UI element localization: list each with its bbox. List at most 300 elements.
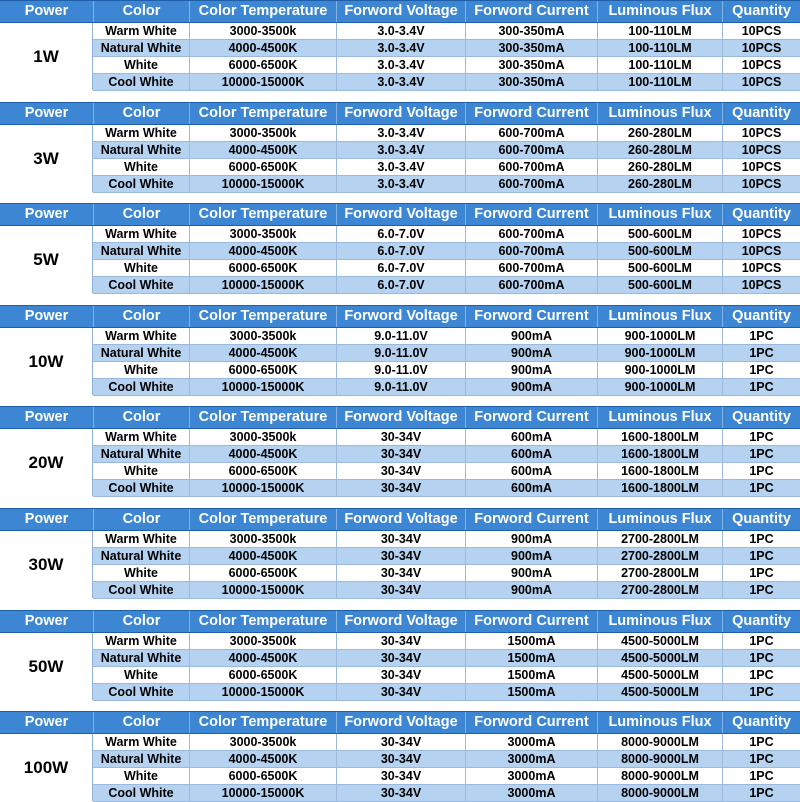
cell-quantity: 1PC: [722, 345, 800, 361]
header-row: [0, 305, 800, 328]
table-row: [93, 548, 800, 565]
header-color-temperature: Color Temperature: [189, 712, 336, 733]
header-color: Color: [93, 204, 189, 225]
cell-forward-current: 900mA: [465, 345, 597, 361]
cell-luminous-flux: 100-110LM: [597, 40, 722, 56]
cell-color-temperature: 6000-6500K: [189, 565, 336, 581]
header-forward-voltage: Forword Voltage: [336, 306, 465, 327]
cell-luminous-flux: 900-1000LM: [597, 328, 722, 344]
cell-color: Natural White: [100, 752, 182, 766]
cell-forward-voltage: 30-34V: [336, 548, 465, 564]
cell-color: Natural White: [100, 244, 182, 258]
cell-quantity: 1PC: [722, 785, 800, 801]
cell-forward-voltage: 30-34V: [336, 582, 465, 598]
cell-forward-current: 600mA: [465, 480, 597, 496]
cell-forward-current: 1500mA: [465, 667, 597, 683]
header-luminous-flux: Luminous Flux: [597, 712, 722, 733]
cell-forward-current: 600mA: [465, 463, 597, 479]
cell-color: Warm White: [105, 24, 177, 38]
cell-quantity: 1PC: [722, 751, 800, 767]
cell-color: Cool White: [108, 481, 174, 495]
header-color-temperature: Color Temperature: [189, 611, 336, 632]
cell-color: Warm White: [105, 329, 177, 343]
header-luminous-flux: Luminous Flux: [597, 103, 722, 124]
cell-forward-current: 3000mA: [465, 785, 597, 801]
table-row: [93, 159, 800, 176]
cell-color: Cool White: [108, 278, 174, 292]
header-luminous-flux: Luminous Flux: [597, 204, 722, 225]
spec-section: [0, 305, 800, 396]
cell-forward-current: 3000mA: [465, 734, 597, 750]
header-forward-current: Forword Current: [465, 712, 597, 733]
cell-forward-voltage: 6.0-7.0V: [336, 243, 465, 259]
header-luminous-flux: Luminous Flux: [597, 306, 722, 327]
cell-forward-voltage: 3.0-3.4V: [336, 40, 465, 56]
cell-color: White: [123, 363, 159, 377]
cell-forward-current: 900mA: [465, 328, 597, 344]
cell-forward-voltage: 3.0-3.4V: [336, 57, 465, 73]
cell-color-temperature: 6000-6500K: [189, 362, 336, 378]
cell-color-temperature: 3000-3500k: [189, 226, 336, 242]
header-luminous-flux: Luminous Flux: [597, 611, 722, 632]
spec-section: [0, 102, 800, 193]
cell-color-temperature: 3000-3500k: [189, 328, 336, 344]
cell-color: Natural White: [100, 651, 182, 665]
header-forward-current: Forword Current: [465, 204, 597, 225]
cell-forward-voltage: 3.0-3.4V: [336, 142, 465, 158]
cell-color: White: [123, 160, 159, 174]
cell-forward-voltage: 9.0-11.0V: [336, 379, 465, 395]
power-label: 10W: [0, 328, 93, 395]
header-forward-voltage: Forword Voltage: [336, 204, 465, 225]
cell-quantity: 10PCS: [722, 243, 800, 259]
cell-luminous-flux: 260-280LM: [597, 159, 722, 175]
cell-forward-current: 900mA: [465, 362, 597, 378]
cell-color: White: [123, 58, 159, 72]
cell-color-temperature: 4000-4500K: [189, 650, 336, 666]
cell-luminous-flux: 1600-1800LM: [597, 429, 722, 445]
cell-color-temperature: 4000-4500K: [189, 142, 336, 158]
cell-quantity: 10PCS: [722, 226, 800, 242]
cell-color-temperature: 3000-3500k: [189, 125, 336, 141]
cell-color: White: [123, 464, 159, 478]
cell-color-temperature: 10000-15000K: [189, 379, 336, 395]
power-label: 50W: [0, 633, 93, 700]
cell-forward-voltage: 6.0-7.0V: [336, 260, 465, 276]
cell-color: Warm White: [105, 227, 177, 241]
cell-color-temperature: 4000-4500K: [189, 243, 336, 259]
cell-forward-current: 3000mA: [465, 768, 597, 784]
spec-section: [0, 508, 800, 599]
table-row: [93, 142, 800, 159]
cell-luminous-flux: 100-110LM: [597, 23, 722, 39]
header-color: Color: [93, 1, 189, 22]
cell-color-temperature: 6000-6500K: [189, 768, 336, 784]
cell-luminous-flux: 500-600LM: [597, 260, 722, 276]
header-row: [0, 0, 800, 23]
cell-forward-voltage: 3.0-3.4V: [336, 125, 465, 141]
cell-color-temperature: 4000-4500K: [189, 548, 336, 564]
power-label: 5W: [0, 226, 93, 293]
cell-luminous-flux: 500-600LM: [597, 226, 722, 242]
header-quantity: Quantity: [722, 103, 800, 124]
power-label: 1W: [0, 23, 93, 90]
cell-forward-current: 900mA: [465, 582, 597, 598]
power-label: 20W: [0, 429, 93, 496]
cell-color-temperature: 10000-15000K: [189, 582, 336, 598]
header-row: [0, 102, 800, 125]
cell-forward-voltage: 30-34V: [336, 480, 465, 496]
table-row: [93, 582, 800, 599]
header-forward-current: Forword Current: [465, 407, 597, 428]
cell-forward-voltage: 30-34V: [336, 650, 465, 666]
table-row: [93, 40, 800, 57]
cell-quantity: 1PC: [722, 531, 800, 547]
cell-color-temperature: 3000-3500k: [189, 633, 336, 649]
cell-forward-current: 300-350mA: [465, 23, 597, 39]
cell-quantity: 10PCS: [722, 260, 800, 276]
cell-color: Warm White: [105, 735, 177, 749]
header-forward-current: Forword Current: [465, 1, 597, 22]
cell-color-temperature: 10000-15000K: [189, 277, 336, 293]
cell-quantity: 10PCS: [722, 159, 800, 175]
header-quantity: Quantity: [722, 407, 800, 428]
header-power: Power: [24, 714, 69, 730]
cell-quantity: 1PC: [722, 565, 800, 581]
header-color: Color: [93, 306, 189, 327]
cell-color-temperature: 6000-6500K: [189, 159, 336, 175]
cell-forward-voltage: 30-34V: [336, 684, 465, 700]
header-forward-voltage: Forword Voltage: [336, 407, 465, 428]
cell-luminous-flux: 500-600LM: [597, 243, 722, 259]
cell-forward-current: 600-700mA: [465, 142, 597, 158]
cell-forward-current: 900mA: [465, 531, 597, 547]
cell-quantity: 10PCS: [722, 142, 800, 158]
cell-forward-current: 300-350mA: [465, 57, 597, 73]
cell-luminous-flux: 1600-1800LM: [597, 446, 722, 462]
header-row: [0, 203, 800, 226]
header-quantity: Quantity: [722, 204, 800, 225]
table-row: [93, 633, 800, 650]
header-row: [0, 508, 800, 531]
header-color-temperature: Color Temperature: [189, 407, 336, 428]
cell-forward-voltage: 6.0-7.0V: [336, 277, 465, 293]
header-luminous-flux: Luminous Flux: [597, 407, 722, 428]
cell-quantity: 1PC: [722, 362, 800, 378]
cell-luminous-flux: 1600-1800LM: [597, 480, 722, 496]
table-row: [93, 243, 800, 260]
header-quantity: Quantity: [722, 1, 800, 22]
spec-section: [0, 203, 800, 294]
cell-color: Cool White: [108, 786, 174, 800]
cell-luminous-flux: 500-600LM: [597, 277, 722, 293]
cell-quantity: 1PC: [722, 328, 800, 344]
cell-quantity: 1PC: [722, 684, 800, 700]
cell-color: Warm White: [105, 532, 177, 546]
cell-quantity: 1PC: [722, 548, 800, 564]
header-color-temperature: Color Temperature: [189, 204, 336, 225]
cell-luminous-flux: 260-280LM: [597, 142, 722, 158]
cell-quantity: 1PC: [722, 463, 800, 479]
cell-forward-current: 600mA: [465, 429, 597, 445]
spec-section: [0, 711, 800, 802]
cell-luminous-flux: 4500-5000LM: [597, 667, 722, 683]
cell-color: White: [123, 668, 159, 682]
cell-quantity: 10PCS: [722, 74, 800, 90]
table-row: [93, 667, 800, 684]
cell-color: Natural White: [100, 447, 182, 461]
cell-quantity: 1PC: [722, 734, 800, 750]
header-color-temperature: Color Temperature: [189, 103, 336, 124]
cell-luminous-flux: 8000-9000LM: [597, 785, 722, 801]
cell-forward-voltage: 30-34V: [336, 751, 465, 767]
cell-forward-current: 600-700mA: [465, 226, 597, 242]
cell-forward-current: 600-700mA: [465, 260, 597, 276]
cell-forward-current: 1500mA: [465, 650, 597, 666]
cell-forward-current: 600-700mA: [465, 176, 597, 192]
cell-quantity: 10PCS: [722, 277, 800, 293]
table-row: [93, 277, 800, 294]
header-forward-voltage: Forword Voltage: [336, 1, 465, 22]
cell-color: Warm White: [105, 430, 177, 444]
cell-color-temperature: 6000-6500K: [189, 667, 336, 683]
cell-forward-current: 300-350mA: [465, 40, 597, 56]
cell-color-temperature: 4000-4500K: [189, 40, 336, 56]
cell-forward-current: 900mA: [465, 565, 597, 581]
cell-forward-voltage: 3.0-3.4V: [336, 176, 465, 192]
table-row: [93, 751, 800, 768]
cell-color-temperature: 6000-6500K: [189, 463, 336, 479]
cell-forward-voltage: 9.0-11.0V: [336, 328, 465, 344]
cell-forward-voltage: 9.0-11.0V: [336, 345, 465, 361]
cell-color-temperature: 10000-15000K: [189, 74, 336, 90]
cell-luminous-flux: 260-280LM: [597, 125, 722, 141]
cell-quantity: 1PC: [722, 582, 800, 598]
cell-color: Cool White: [108, 685, 174, 699]
table-row: [93, 446, 800, 463]
header-power: Power: [24, 3, 69, 19]
header-forward-voltage: Forword Voltage: [336, 509, 465, 530]
header-row: [0, 711, 800, 734]
cell-color: White: [123, 261, 159, 275]
cell-forward-voltage: 30-34V: [336, 667, 465, 683]
table-row: [93, 260, 800, 277]
header-luminous-flux: Luminous Flux: [597, 1, 722, 22]
cell-forward-current: 1500mA: [465, 684, 597, 700]
header-row: [0, 406, 800, 429]
cell-forward-current: 600-700mA: [465, 277, 597, 293]
cell-forward-voltage: 30-34V: [336, 734, 465, 750]
cell-luminous-flux: 4500-5000LM: [597, 650, 722, 666]
cell-luminous-flux: 100-110LM: [597, 57, 722, 73]
header-forward-current: Forword Current: [465, 103, 597, 124]
header-color: Color: [93, 509, 189, 530]
table-row: [93, 785, 800, 802]
cell-forward-voltage: 30-34V: [336, 785, 465, 801]
header-color: Color: [93, 407, 189, 428]
header-power: Power: [24, 105, 69, 121]
header-forward-voltage: Forword Voltage: [336, 103, 465, 124]
cell-forward-voltage: 3.0-3.4V: [336, 74, 465, 90]
cell-luminous-flux: 900-1000LM: [597, 379, 722, 395]
cell-forward-voltage: 9.0-11.0V: [336, 362, 465, 378]
header-power: Power: [24, 511, 69, 527]
table-row: [93, 650, 800, 667]
cell-color-temperature: 10000-15000K: [189, 176, 336, 192]
table-row: [93, 23, 800, 40]
header-forward-current: Forword Current: [465, 611, 597, 632]
table-row: [93, 125, 800, 142]
cell-quantity: 1PC: [722, 667, 800, 683]
spec-section: [0, 0, 800, 91]
cell-color: Natural White: [100, 549, 182, 563]
cell-color-temperature: 10000-15000K: [189, 684, 336, 700]
cell-color-temperature: 10000-15000K: [189, 480, 336, 496]
cell-color-temperature: 4000-4500K: [189, 345, 336, 361]
cell-color: Natural White: [100, 143, 182, 157]
cell-quantity: 1PC: [722, 379, 800, 395]
cell-color-temperature: 4000-4500K: [189, 446, 336, 462]
header-quantity: Quantity: [722, 306, 800, 327]
power-label: 3W: [0, 125, 93, 192]
cell-quantity: 1PC: [722, 480, 800, 496]
cell-forward-current: 600-700mA: [465, 243, 597, 259]
cell-color: Natural White: [100, 346, 182, 360]
table-row: [93, 345, 800, 362]
cell-color: White: [123, 769, 159, 783]
cell-color-temperature: 6000-6500K: [189, 57, 336, 73]
table-row: [93, 57, 800, 74]
header-row: [0, 610, 800, 633]
table-row: [93, 480, 800, 497]
cell-color: Cool White: [108, 380, 174, 394]
header-power: Power: [24, 308, 69, 324]
cell-color-temperature: 10000-15000K: [189, 785, 336, 801]
table-row: [93, 463, 800, 480]
cell-forward-current: 900mA: [465, 548, 597, 564]
table-row: [93, 429, 800, 446]
cell-luminous-flux: 8000-9000LM: [597, 768, 722, 784]
table-row: [93, 226, 800, 243]
cell-luminous-flux: 2700-2800LM: [597, 531, 722, 547]
cell-luminous-flux: 100-110LM: [597, 74, 722, 90]
cell-forward-current: 600mA: [465, 446, 597, 462]
table-row: [93, 734, 800, 751]
cell-color: Cool White: [108, 75, 174, 89]
table-row: [93, 362, 800, 379]
cell-luminous-flux: 2700-2800LM: [597, 548, 722, 564]
cell-color-temperature: 3000-3500k: [189, 429, 336, 445]
header-forward-current: Forword Current: [465, 306, 597, 327]
cell-forward-voltage: 3.0-3.4V: [336, 23, 465, 39]
cell-color-temperature: 3000-3500k: [189, 734, 336, 750]
cell-luminous-flux: 260-280LM: [597, 176, 722, 192]
header-forward-voltage: Forword Voltage: [336, 712, 465, 733]
table-row: [93, 379, 800, 396]
cell-luminous-flux: 2700-2800LM: [597, 565, 722, 581]
table-row: [93, 328, 800, 345]
header-quantity: Quantity: [722, 509, 800, 530]
cell-forward-current: 3000mA: [465, 751, 597, 767]
header-color: Color: [93, 611, 189, 632]
header-color-temperature: Color Temperature: [189, 1, 336, 22]
header-quantity: Quantity: [722, 712, 800, 733]
header-power: Power: [24, 409, 69, 425]
table-row: [93, 176, 800, 193]
cell-luminous-flux: 2700-2800LM: [597, 582, 722, 598]
cell-color-temperature: 3000-3500k: [189, 23, 336, 39]
cell-luminous-flux: 4500-5000LM: [597, 633, 722, 649]
power-label: 30W: [0, 531, 93, 598]
cell-quantity: 10PCS: [722, 57, 800, 73]
cell-forward-voltage: 6.0-7.0V: [336, 226, 465, 242]
table-row: [93, 684, 800, 701]
header-luminous-flux: Luminous Flux: [597, 509, 722, 530]
header-color-temperature: Color Temperature: [189, 306, 336, 327]
cell-forward-voltage: 30-34V: [336, 565, 465, 581]
cell-forward-current: 600-700mA: [465, 125, 597, 141]
header-power: Power: [24, 206, 69, 222]
cell-color-temperature: 6000-6500K: [189, 260, 336, 276]
table-row: [93, 531, 800, 548]
cell-forward-current: 900mA: [465, 379, 597, 395]
cell-color-temperature: 3000-3500k: [189, 531, 336, 547]
table-row: [93, 565, 800, 582]
cell-luminous-flux: 4500-5000LM: [597, 684, 722, 700]
cell-forward-current: 1500mA: [465, 633, 597, 649]
header-quantity: Quantity: [722, 611, 800, 632]
cell-forward-current: 300-350mA: [465, 74, 597, 90]
cell-luminous-flux: 8000-9000LM: [597, 734, 722, 750]
cell-forward-voltage: 30-34V: [336, 633, 465, 649]
cell-forward-current: 600-700mA: [465, 159, 597, 175]
cell-luminous-flux: 8000-9000LM: [597, 751, 722, 767]
table-row: [93, 74, 800, 91]
cell-color: Warm White: [105, 634, 177, 648]
cell-color-temperature: 4000-4500K: [189, 751, 336, 767]
header-power: Power: [24, 613, 69, 629]
cell-color: Warm White: [105, 126, 177, 140]
cell-forward-voltage: 30-34V: [336, 463, 465, 479]
cell-forward-voltage: 30-34V: [336, 429, 465, 445]
cell-quantity: 10PCS: [722, 176, 800, 192]
cell-forward-voltage: 30-34V: [336, 446, 465, 462]
cell-quantity: 1PC: [722, 768, 800, 784]
header-color: Color: [93, 712, 189, 733]
table-row: [93, 768, 800, 785]
cell-luminous-flux: 1600-1800LM: [597, 463, 722, 479]
cell-forward-voltage: 3.0-3.4V: [336, 159, 465, 175]
cell-forward-voltage: 30-34V: [336, 768, 465, 784]
header-forward-current: Forword Current: [465, 509, 597, 530]
cell-color: Cool White: [108, 583, 174, 597]
spec-section: [0, 406, 800, 497]
cell-quantity: 10PCS: [722, 125, 800, 141]
cell-quantity: 10PCS: [722, 23, 800, 39]
header-color-temperature: Color Temperature: [189, 509, 336, 530]
cell-color: White: [123, 566, 159, 580]
cell-luminous-flux: 900-1000LM: [597, 362, 722, 378]
header-forward-voltage: Forword Voltage: [336, 611, 465, 632]
cell-quantity: 1PC: [722, 446, 800, 462]
cell-luminous-flux: 900-1000LM: [597, 345, 722, 361]
cell-forward-voltage: 30-34V: [336, 531, 465, 547]
cell-color: Cool White: [108, 177, 174, 191]
power-label: 100W: [0, 734, 93, 801]
header-color: Color: [93, 103, 189, 124]
spec-section: [0, 610, 800, 701]
cell-quantity: 1PC: [722, 429, 800, 445]
